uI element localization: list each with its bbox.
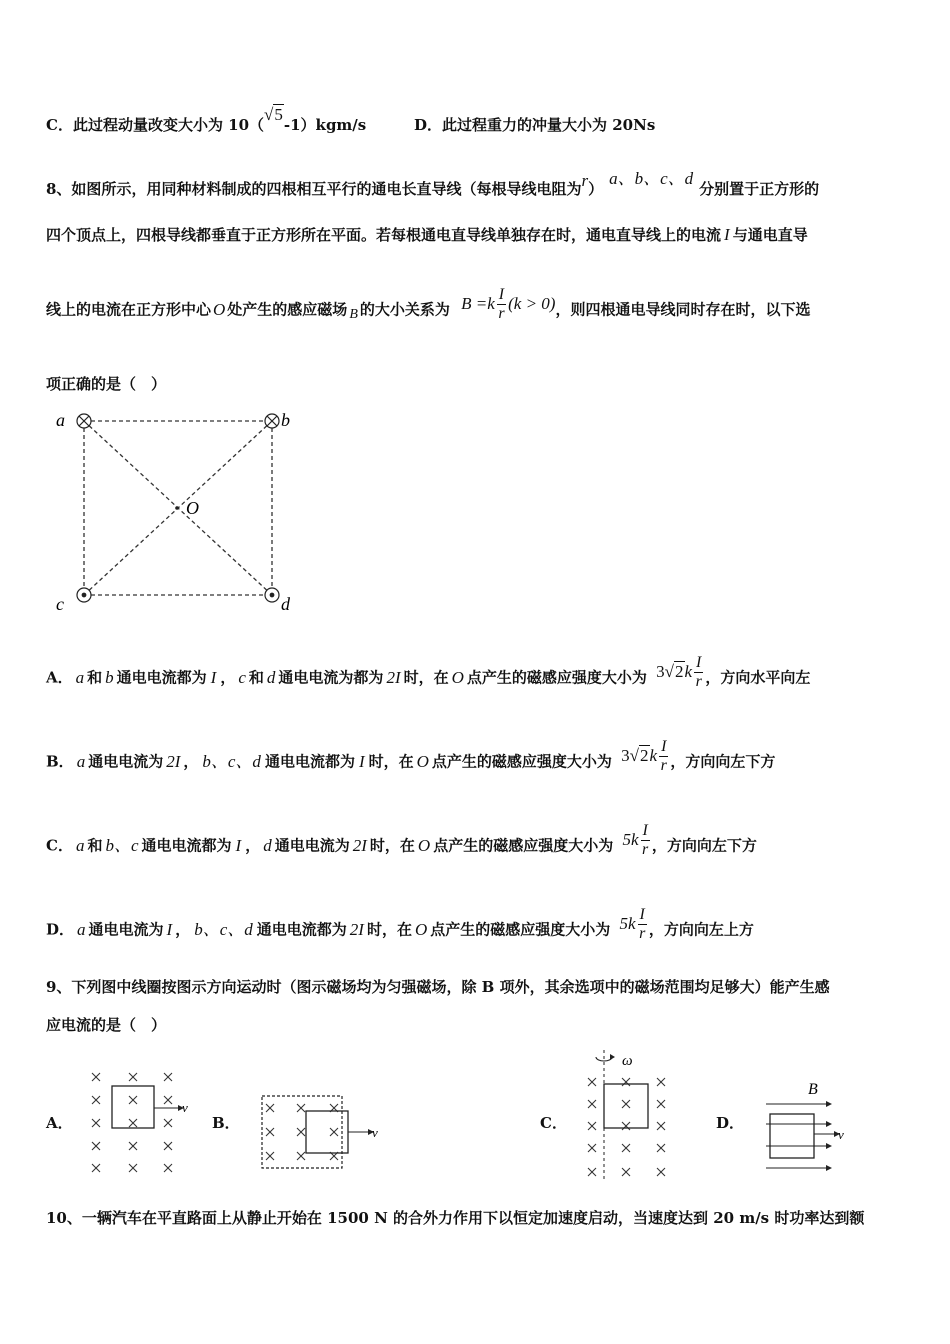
q9-stem-line-1: 9、下列图中线圈按图示方向运动时（图示磁场均为匀强磁场，除 B 项外，其余选项中的磁场范围均足够大）能产生感	[46, 978, 830, 996]
q9-stem-line-2: 应电流的是（ ）	[46, 1016, 167, 1034]
omega-label: ω	[622, 1053, 633, 1069]
q7-option-d: D．此过程重力的冲量大小为 20Ns	[414, 116, 656, 134]
svg-text:v: v	[182, 1100, 188, 1115]
label-d: d	[281, 594, 290, 614]
q8-stem-line-3: 线上的电流在正方形中心 O 处产生的感应磁场 B 的大小关系为 B =k $\frac{I}{r}$ (k > 0)，则四根通电导线同时存在时，以下选	[46, 286, 811, 322]
label-O: O	[186, 498, 199, 518]
q8-stem-line-2: 四个顶点上，四根导线都垂直于正方形所在平面。若每根通电直导线单独存在时，通电直导线上的电流 I 与通电直导	[46, 225, 808, 244]
q9-option-b-label: B．	[212, 1114, 240, 1132]
q9-figure-a	[86, 1068, 196, 1176]
label-b: b	[281, 410, 290, 430]
q8-option-d: D． a 通电电流为 I ， b、c、d 通电电流都为 2I 时，在 O 点产生的磁感应强度大小为 5k $\frac{I}{r}$ ，方向向左上方	[46, 906, 754, 942]
wire-b-into-page-icon	[265, 414, 279, 428]
q9-figure-b	[260, 1094, 390, 1172]
q9-option-a-label: A．	[46, 1114, 73, 1132]
svg-text:v: v	[372, 1125, 378, 1140]
wire-d-out-of-page-icon	[265, 588, 279, 602]
svg-text:v: v	[838, 1127, 844, 1142]
q10-stem-line-1: 10、一辆汽车在平直路面上从静止开始在 1500 N 的合外力作用下以恒定加速度启动，当速度达到 20 m/s 时功率达到额	[46, 1209, 865, 1227]
q8-option-c: C． a 和 b、c 通电电流都为 I ， d 通电电流为 2I 时，在 O 点产生的磁感应强度大小为 5k $\frac{I}{r}$ ，方向向左下方	[46, 822, 757, 858]
label-c: c	[56, 594, 64, 614]
b-field-label: B	[808, 1081, 818, 1098]
q8-stem-line-4: 项正确的是（ ）	[46, 375, 167, 393]
wire-a-into-page-icon	[77, 414, 91, 428]
formula-fraction: $\frac{I}{r}$	[498, 286, 505, 322]
label-a: a	[56, 410, 65, 430]
q9-option-c-label: C．	[540, 1114, 567, 1132]
q9-figure-c	[582, 1048, 682, 1182]
q8-option-b: B． a 通电电流为 2I ， b、c、d 通电电流都为 I 时，在 O 点产生的磁感应强度大小为 3√2k $\frac{I}{r}$ ，方向向左下方	[46, 738, 776, 774]
q8-option-a: A． a 和 b 通电电流都为 I ， c 和 d 通电电流为都为 2I 时，在 O 点产生的磁感应强度大小为 3√2k $\frac{I}{r}$ ，方向水平向左	[46, 654, 811, 690]
wire-c-out-of-page-icon	[77, 588, 91, 602]
q8-square-figure	[50, 405, 310, 615]
q9-figure-d	[762, 1078, 862, 1178]
q7-option-c: C．此过程动量改变大小为 10（√5-1）kgm/s	[46, 105, 367, 134]
q8-stem-line-1: 8、如图所示，用同种材料制成的四根相互平行的通电长直导线（每根导线电阻为r）a、b、c、d分别置于正方形的	[46, 169, 820, 198]
q9-option-d-label: D．	[716, 1114, 745, 1132]
